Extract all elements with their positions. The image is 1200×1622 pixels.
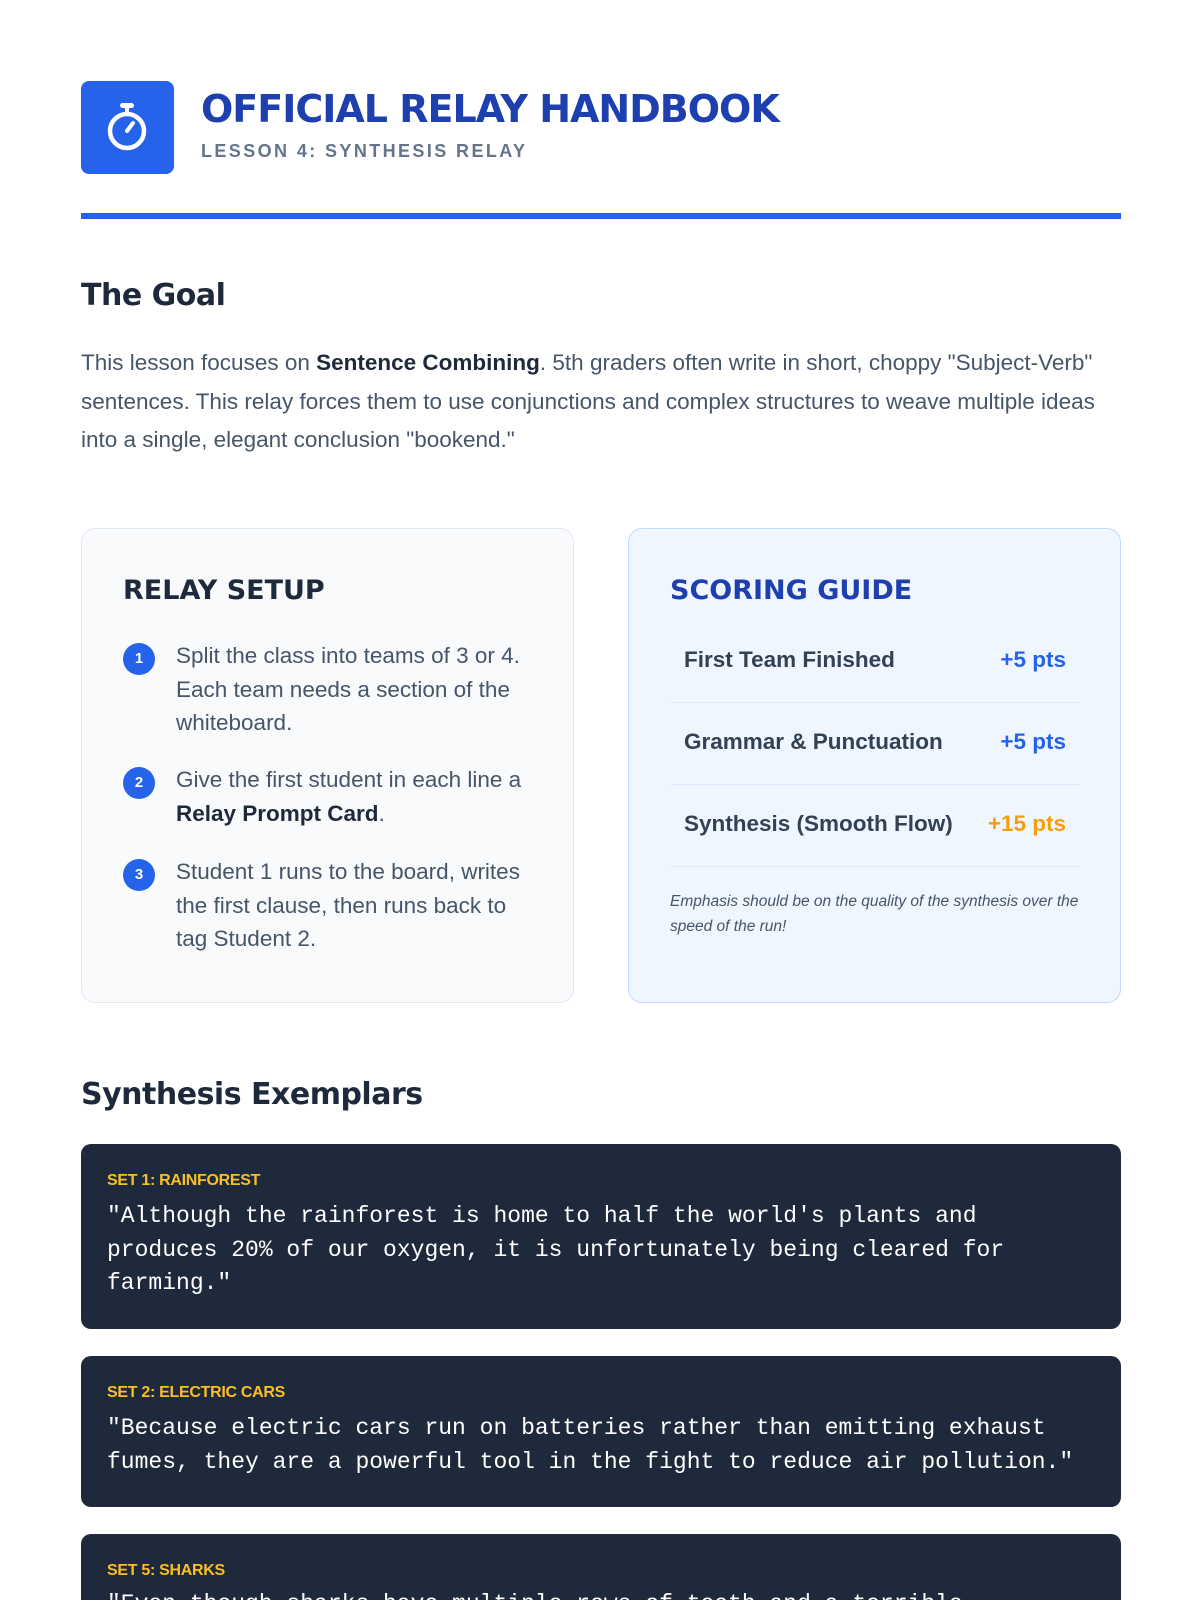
step-number-badge: 1 bbox=[123, 643, 155, 675]
exemplar-card bbox=[81, 1534, 1121, 1617]
stopwatch-icon bbox=[103, 101, 151, 153]
step-text-emphasis: Relay Prompt Card bbox=[176, 800, 379, 826]
step-text-part: Give the first student in each line a bbox=[176, 767, 522, 792]
goal-text-end: . 5th graders often write in short, choppy "Subject-Verb" sentences. This relay forces them to use conjunctions and complex structures to weave multiple ideas into a single, elegant conclusion "bookend." bbox=[81, 350, 1095, 452]
exemplars-heading: Synthesis Exemplars bbox=[81, 1077, 423, 1112]
score-label: Synthesis (Smooth Flow) bbox=[684, 811, 953, 836]
score-row bbox=[670, 785, 1080, 867]
step-text bbox=[176, 639, 536, 740]
score-row bbox=[670, 621, 1080, 703]
step-text bbox=[176, 855, 536, 956]
header-divider bbox=[81, 213, 1121, 219]
scoring-title: SCORING GUIDE bbox=[670, 575, 913, 606]
step-text bbox=[176, 763, 536, 830]
goal-text-emphasis: Sentence Combining bbox=[316, 350, 540, 375]
exemplar-sentence: "Because electric cars run on batteries rather than emitting exhaust fumes, they are a powerful tool in the fight to reduce air pollution." bbox=[107, 1415, 1074, 1475]
page-header bbox=[81, 81, 1121, 174]
page-subtitle: LESSON 4: SYNTHESIS RELAY bbox=[201, 141, 528, 161]
goal-heading: The Goal bbox=[81, 278, 226, 313]
score-points: +5 pts bbox=[1000, 729, 1066, 754]
scoring-guide-card bbox=[628, 528, 1121, 1003]
score-label: First Team Finished bbox=[684, 647, 895, 672]
relay-setup-card bbox=[81, 528, 574, 1003]
score-points: +5 pts bbox=[1000, 647, 1066, 672]
score-row bbox=[670, 703, 1080, 785]
step-number-badge: 2 bbox=[123, 767, 155, 799]
exemplar-label: SET 1: RAINFOREST bbox=[107, 1172, 261, 1189]
scoring-note: Emphasis should be on the quality of the synthesis over the speed of the run! bbox=[670, 893, 1079, 935]
exemplar-label: SET 2: ELECTRIC CARS bbox=[107, 1384, 286, 1401]
step-text-end: . bbox=[378, 800, 385, 826]
score-points: +15 pts bbox=[987, 811, 1066, 836]
exemplar-sentence: "Although the rainforest is home to half the world's plants and produces 20% of our oxygen, it is unfortunately being cleared for farming." bbox=[107, 1203, 1005, 1296]
logo-badge bbox=[81, 81, 174, 174]
exemplar-label: SET 5: SHARKS bbox=[107, 1562, 225, 1579]
step-text-part: Student 1 runs to the board, writes the first clause, then runs back to tag Student 2. bbox=[176, 859, 520, 951]
setup-title: RELAY SETUP bbox=[123, 575, 325, 606]
step-number-badge: 3 bbox=[123, 859, 155, 891]
page-title: OFFICIAL RELAY HANDBOOK bbox=[201, 87, 779, 131]
score-label: Grammar & Punctuation bbox=[684, 729, 943, 754]
exemplar-card bbox=[81, 1144, 1121, 1329]
exemplar-card bbox=[81, 1356, 1121, 1507]
goal-paragraph bbox=[81, 344, 1121, 460]
goal-text-start: This lesson focuses on bbox=[81, 350, 317, 375]
exemplar-sentence: "Even though sharks have multiple rows of teeth and a terrible bbox=[107, 1591, 963, 1617]
step-text-part: Split the class into teams of 3 or 4. Each team needs a section of the whiteboard. bbox=[176, 643, 520, 735]
